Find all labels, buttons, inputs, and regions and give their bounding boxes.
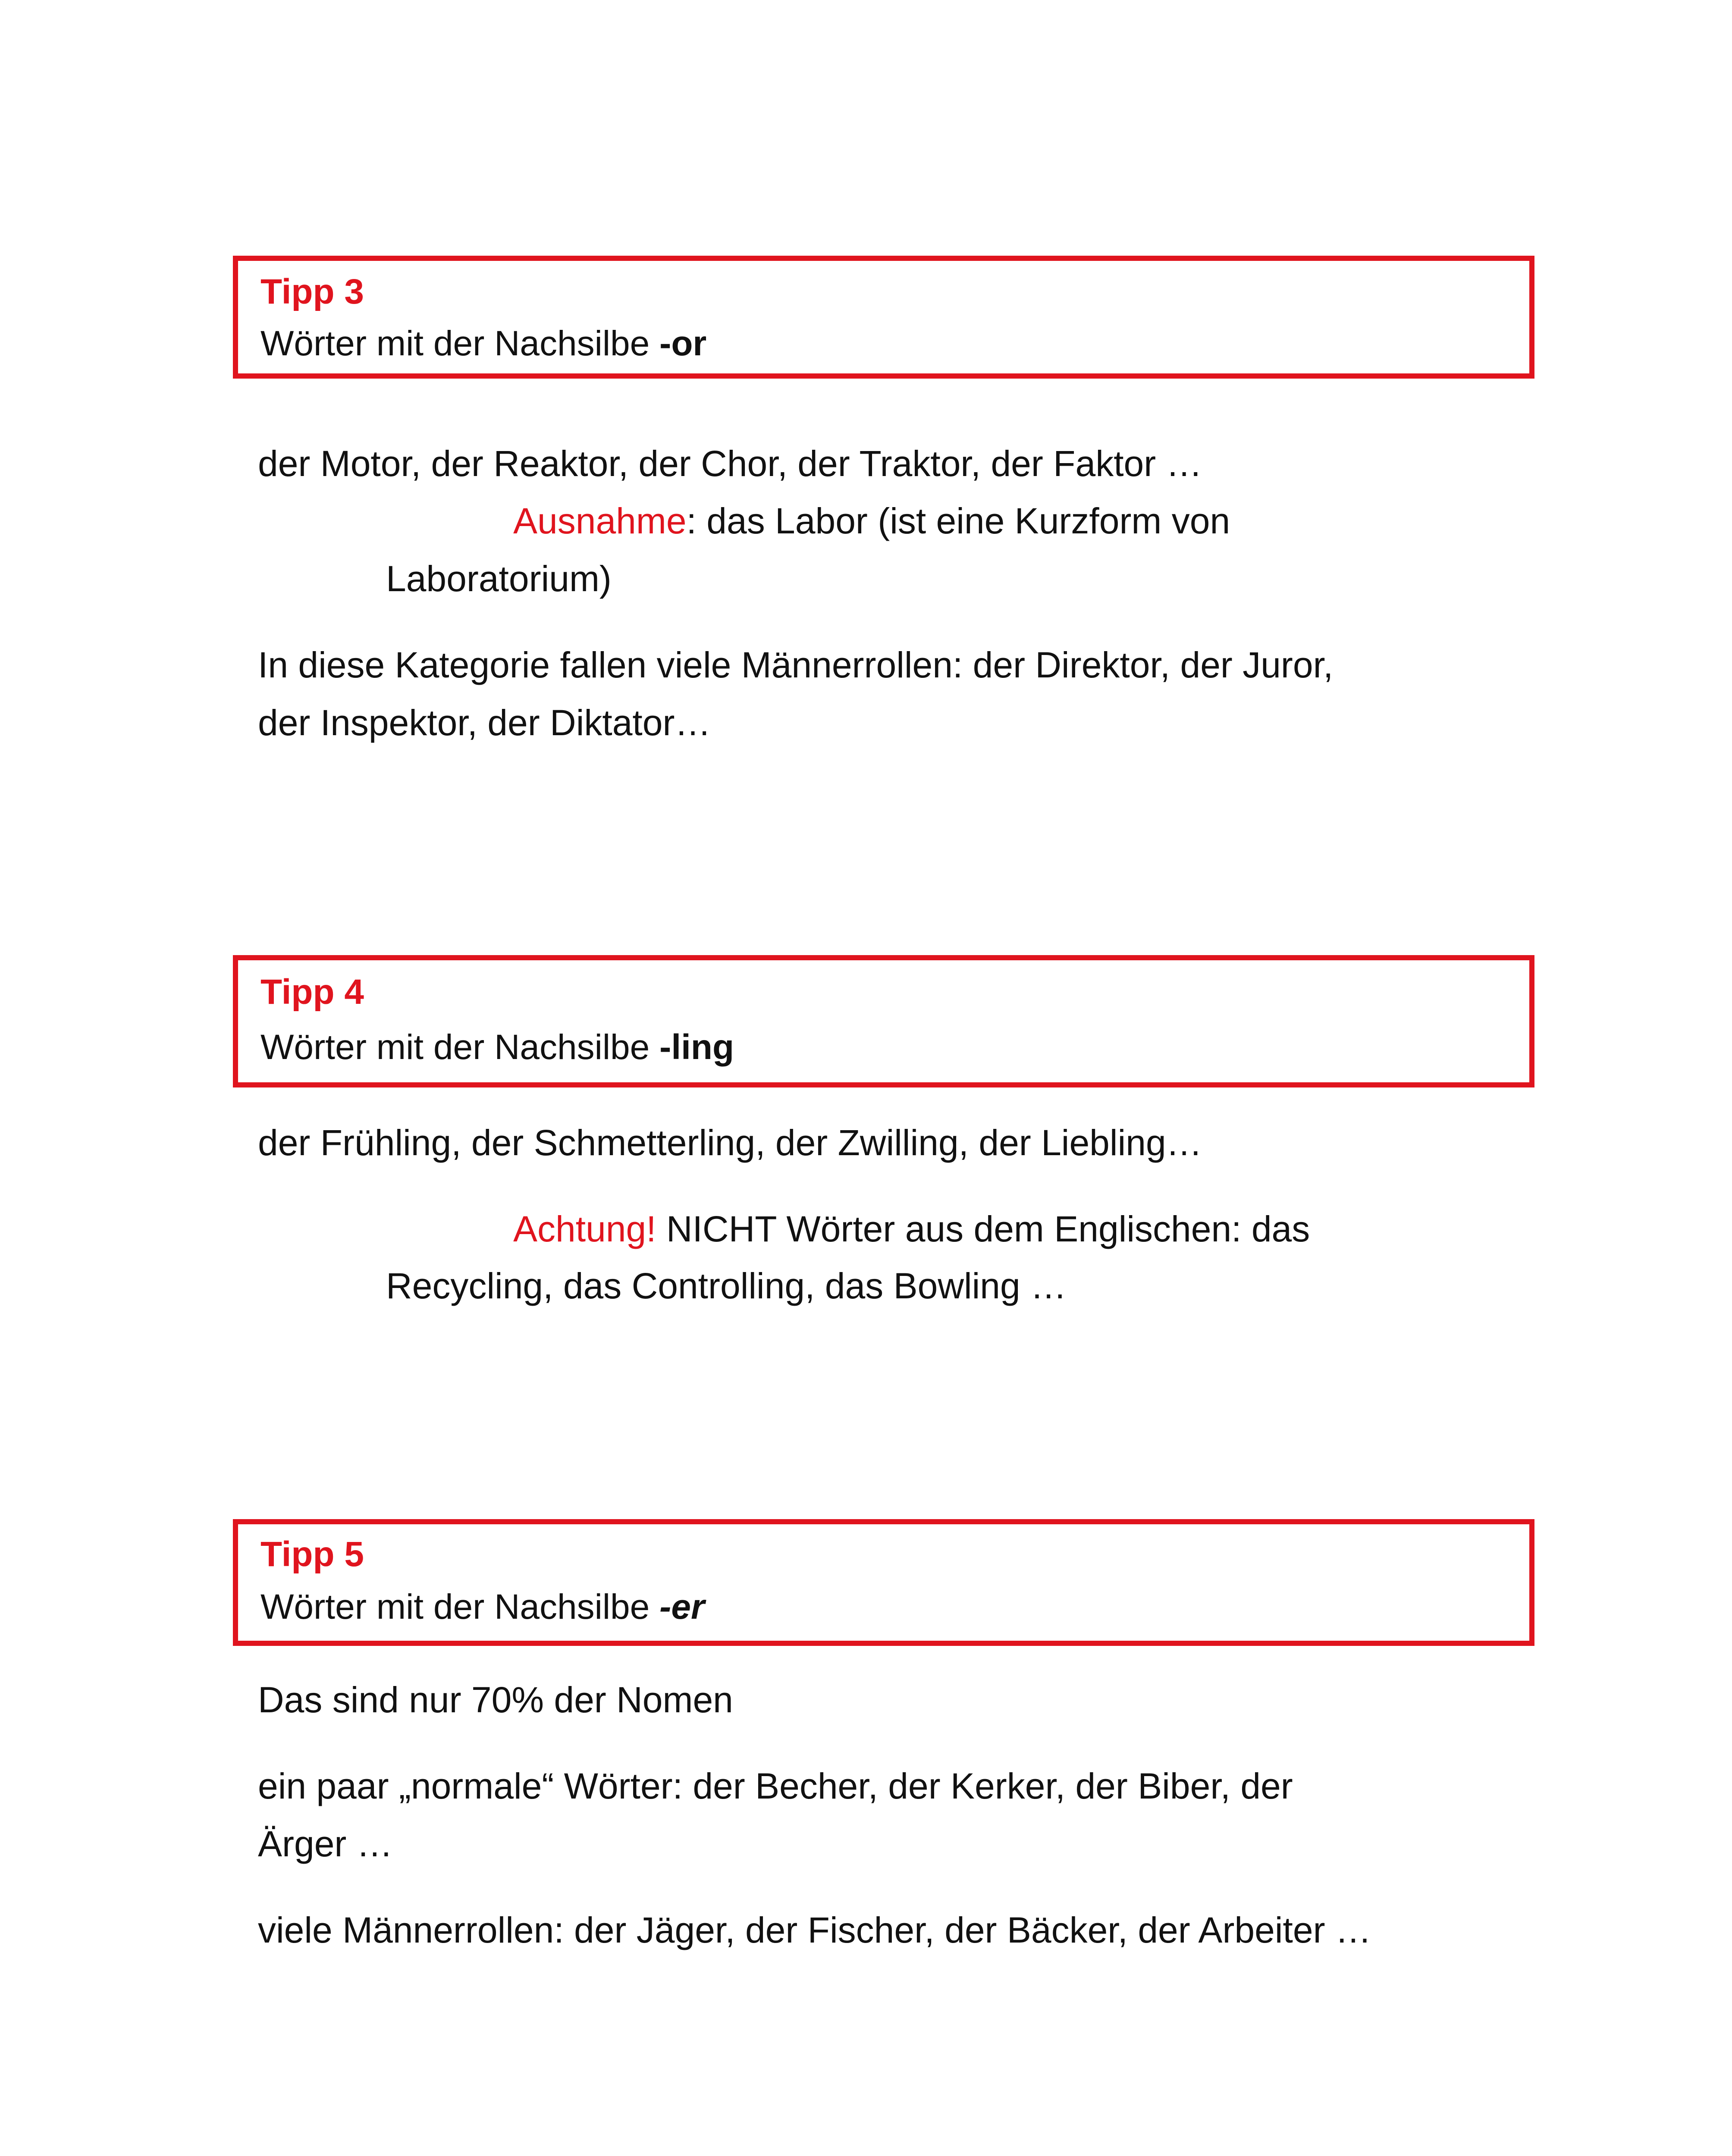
tip-5-line-1: Das sind nur 70% der Nomen <box>258 1680 733 1720</box>
tip-4-heading-prefix: Wörter mit der Nachsilbe <box>260 1028 660 1067</box>
tip-4-heading <box>260 1026 734 1069</box>
tip-3-note-line-2: Laboratorium) <box>386 558 612 599</box>
tip-3-note-text-1: : das Labor (ist eine Kurzform von <box>686 501 1230 541</box>
tip-3-extra-line-2: der Inspektor, der Diktator… <box>258 702 711 743</box>
tip-4-examples: der Frühling, der Schmetterling, der Zwilling, der Liebling… <box>258 1122 1202 1163</box>
tip-3-heading <box>260 322 706 365</box>
tip-3-heading-prefix: Wörter mit der Nachsilbe <box>260 324 660 363</box>
tip-3-note-label: Ausnahme <box>513 501 687 541</box>
tip-5-suffix: -er <box>659 1587 705 1626</box>
tip-4-title: Tipp 4 <box>260 972 364 1012</box>
tip-3-title: Tipp 3 <box>260 272 364 311</box>
tip-3-note-line-1 <box>513 499 1230 542</box>
tip-3-extra-line-1: In diese Kategorie fallen viele Männerrollen: der Direktor, der Juror, <box>258 645 1334 685</box>
tip-3-box <box>233 256 1534 379</box>
tip-4-note-text-1: NICHT Wörter aus dem Englischen: das <box>656 1209 1310 1249</box>
tip-4-note-label: Achtung! <box>513 1209 656 1249</box>
tip-5-heading-prefix: Wörter mit der Nachsilbe <box>260 1587 660 1626</box>
tip-5-heading <box>260 1586 705 1629</box>
tip-5-line-3: viele Männerrollen: der Jäger, der Fischer, der Bäcker, der Arbeiter … <box>258 1910 1371 1950</box>
tip-4-suffix: -ling <box>659 1028 734 1067</box>
tip-4-note-line-2: Recycling, das Controlling, das Bowling … <box>386 1266 1067 1306</box>
tip-5-title: Tipp 5 <box>260 1535 364 1574</box>
tip-3-suffix: -or <box>659 324 707 363</box>
tip-3-examples: der Motor, der Reaktor, der Chor, der Traktor, der Faktor … <box>258 443 1202 484</box>
tip-4-note-line-1 <box>513 1207 1310 1250</box>
tip-4-box <box>233 955 1534 1087</box>
tip-5-box <box>233 1519 1534 1646</box>
tip-5-line-2a: ein paar „normale“ Wörter: der Becher, der Kerker, der Biber, der <box>258 1766 1293 1806</box>
tip-5-line-2b: Ärger … <box>258 1824 393 1864</box>
